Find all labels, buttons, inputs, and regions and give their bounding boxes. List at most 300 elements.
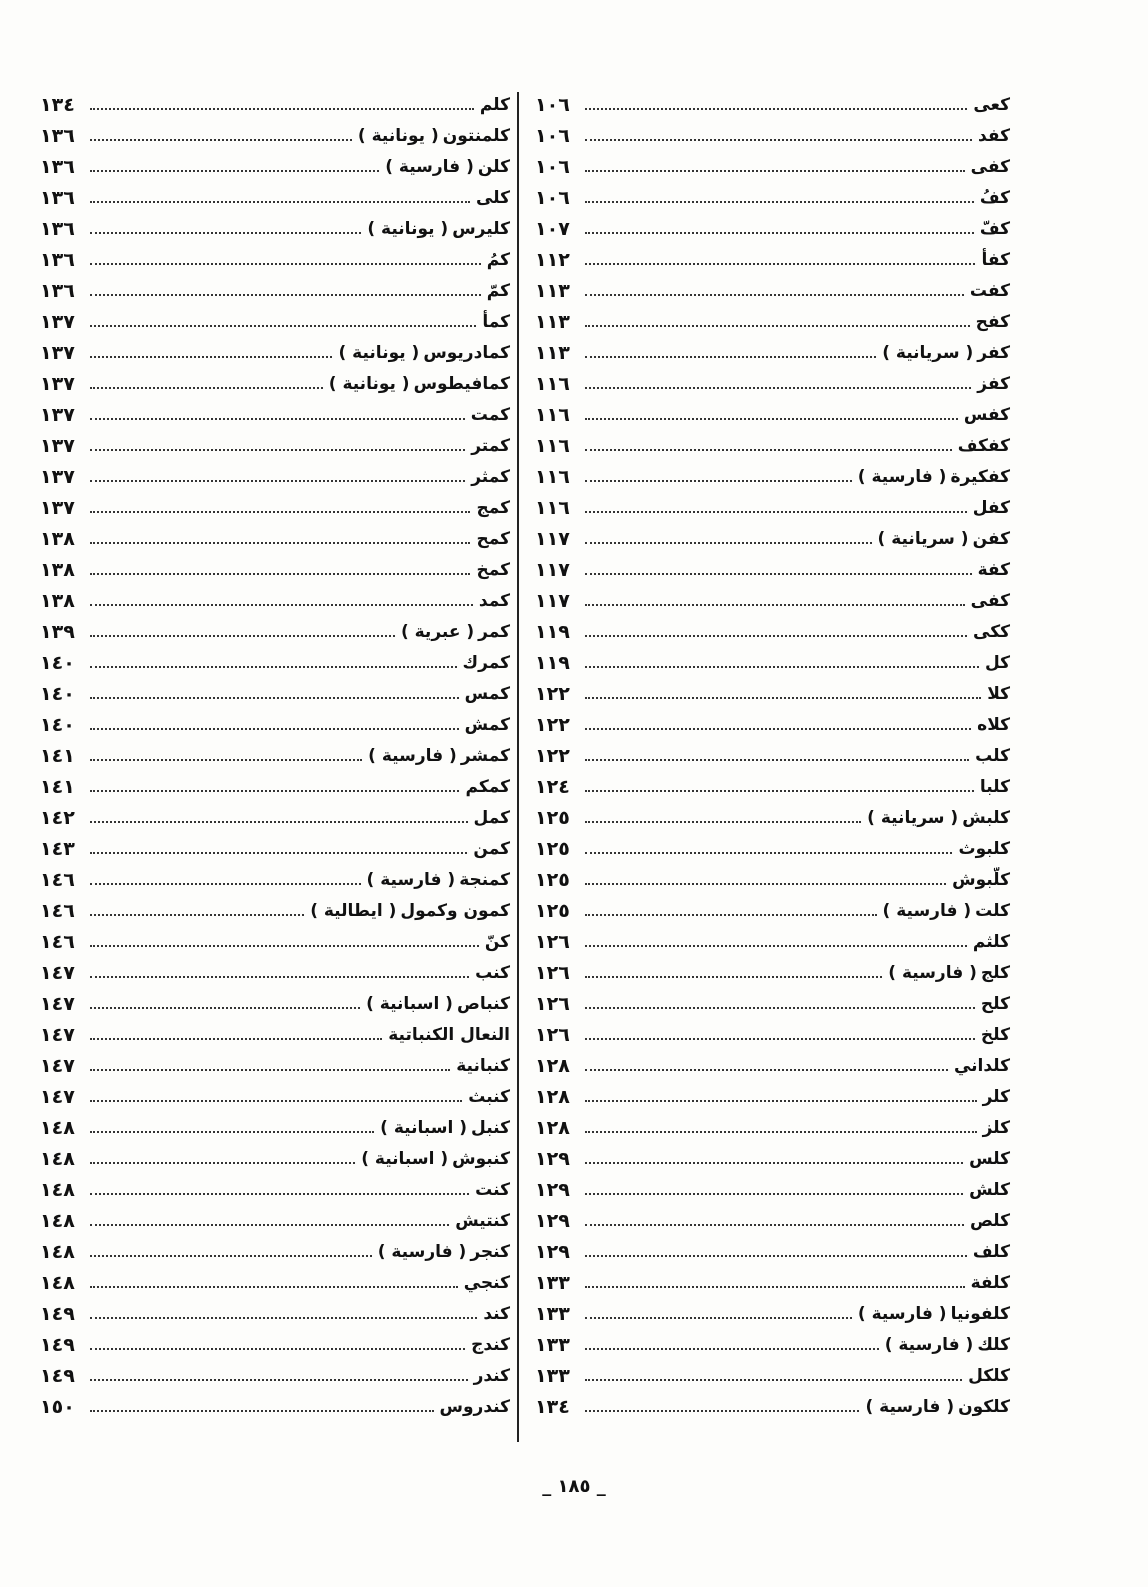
entry-language: ( فارسية ) — [865, 1397, 955, 1417]
entry-word: كمد — [478, 591, 510, 611]
dot-leader — [90, 263, 481, 265]
entry-word: كلفة — [970, 1273, 1010, 1293]
dot-leader — [585, 294, 964, 296]
entry-page-number: ١٤٨ — [40, 1210, 75, 1232]
entry-page-number: ١٣٩ — [40, 621, 75, 643]
entry-page-number: ١١٦ — [535, 497, 570, 519]
index-entry — [40, 301, 510, 332]
index-entry — [535, 549, 1010, 580]
entry-word: كلكون — [958, 1397, 1010, 1417]
dot-leader — [90, 1410, 434, 1412]
index-entry — [535, 208, 1010, 239]
entry-page-number: ١١٣ — [535, 342, 570, 364]
index-entry — [40, 921, 510, 952]
index-entry — [40, 828, 510, 859]
entry-page-number: ١١٦ — [535, 435, 570, 457]
index-entry — [535, 270, 1010, 301]
entry-language: ( فارسية ) — [882, 901, 972, 921]
dot-leader — [585, 325, 970, 327]
index-entry — [535, 673, 1010, 704]
entry-page-number: ١٤٨ — [40, 1272, 75, 1294]
dot-leader — [585, 449, 952, 451]
dot-leader — [90, 511, 470, 513]
entry-page-number: ١٤١ — [40, 776, 75, 798]
index-entry — [40, 580, 510, 611]
dot-leader — [90, 728, 459, 730]
index-entry — [535, 890, 1010, 921]
entry-page-number: ١٣٦ — [40, 125, 75, 147]
entry-language: ( يونانية ) — [357, 126, 439, 146]
dot-leader — [585, 976, 882, 978]
entry-word: كلبش — [962, 808, 1010, 828]
index-entry — [535, 146, 1010, 177]
dot-leader — [90, 1224, 449, 1226]
entry-word: كنّ — [484, 932, 510, 952]
entry-word: كمكم — [465, 777, 510, 797]
entry-word: كنبل — [471, 1118, 510, 1138]
entry-word: ككى — [973, 622, 1010, 642]
entry-page-number: ١٣٦ — [40, 218, 75, 240]
entry-word: كلش — [969, 1180, 1010, 1200]
entry-word: كفى — [970, 157, 1010, 177]
entry-page-number: ١١٦ — [535, 466, 570, 488]
entry-word: كمخ — [476, 560, 510, 580]
entry-word: كفس — [963, 405, 1010, 425]
dot-leader — [90, 821, 468, 823]
entry-language: ( يونانية ) — [328, 374, 410, 394]
entry-page-number: ١٣٣ — [535, 1272, 570, 1294]
dot-leader — [90, 697, 459, 699]
dot-leader — [585, 604, 965, 606]
entry-page-number: ١٣٤ — [535, 1396, 570, 1418]
index-entry — [40, 859, 510, 890]
entry-page-number: ١١٣ — [535, 280, 570, 302]
dot-leader — [585, 1007, 975, 1009]
entry-word: النعال الكنباتية — [388, 1025, 510, 1045]
entry-word: كلّبوش — [952, 870, 1010, 890]
index-entry — [535, 1169, 1010, 1200]
index-entry — [535, 518, 1010, 549]
entry-word: كفت — [969, 281, 1010, 301]
entry-word: كفز — [977, 374, 1010, 394]
entry-page-number: ١١٣ — [535, 311, 570, 333]
entry-page-number: ١٤٩ — [40, 1334, 75, 1356]
entry-page-number: ١٣٧ — [40, 342, 75, 364]
index-entry — [535, 797, 1010, 828]
entry-page-number: ١٤٨ — [40, 1241, 75, 1263]
dot-leader — [585, 511, 967, 513]
dot-leader — [585, 139, 972, 141]
entry-word: كمن — [473, 839, 510, 859]
dot-leader — [585, 1410, 859, 1412]
index-entry — [40, 146, 510, 177]
entry-page-number: ١٤٨ — [40, 1148, 75, 1170]
entry-page-number: ١٤٩ — [40, 1303, 75, 1325]
dot-leader — [585, 852, 952, 854]
dot-leader — [585, 1286, 965, 1288]
index-entry — [535, 394, 1010, 425]
entry-page-number: ١٢٩ — [535, 1148, 570, 1170]
index-entry — [535, 487, 1010, 518]
dot-leader — [90, 1193, 469, 1195]
dot-leader — [585, 1255, 967, 1257]
entry-page-number: ١٣٣ — [535, 1365, 570, 1387]
entry-word: كلاه — [977, 715, 1010, 735]
entry-word: كلداني — [953, 1056, 1010, 1076]
dot-leader — [585, 759, 969, 761]
dot-leader — [585, 1224, 964, 1226]
index-entry — [40, 797, 510, 828]
index-entry — [40, 1045, 510, 1076]
entry-page-number: ١٢٨ — [535, 1086, 570, 1108]
index-entry — [535, 1045, 1010, 1076]
dot-leader — [90, 387, 323, 389]
index-entry — [535, 425, 1010, 456]
index-entry — [40, 518, 510, 549]
entry-page-number: ١٣٧ — [40, 311, 75, 333]
entry-word: كلت — [975, 901, 1010, 921]
dot-leader — [90, 790, 459, 792]
dot-leader — [585, 1100, 977, 1102]
entry-page-number: ١٤٩ — [40, 1365, 75, 1387]
dot-leader — [90, 1379, 468, 1381]
entry-word: كلح — [980, 994, 1010, 1014]
entry-page-number: ١٤٧ — [40, 1024, 75, 1046]
index-entry — [40, 766, 510, 797]
entry-word: كمت — [470, 405, 510, 425]
entry-word: كلخ — [980, 1025, 1010, 1045]
entry-page-number: ١٣٧ — [40, 435, 75, 457]
entry-page-number: ١١٦ — [535, 404, 570, 426]
entry-page-number: ١١٩ — [535, 652, 570, 674]
entry-page-number: ١٢٥ — [535, 900, 570, 922]
index-entry — [40, 394, 510, 425]
entry-language: ( اسبانية ) — [361, 1149, 449, 1169]
index-entry — [40, 332, 510, 363]
page-number: _ ١٨٥ _ — [542, 1476, 606, 1497]
dot-leader — [585, 697, 981, 699]
entry-language: ( فارسية ) — [385, 157, 474, 177]
dot-leader — [90, 542, 470, 544]
entry-word: كلز — [982, 1118, 1010, 1138]
entry-word: كنجر — [470, 1242, 510, 1262]
entry-page-number: ١٥٠ — [40, 1396, 75, 1418]
entry-page-number: ١٢٦ — [535, 962, 570, 984]
entry-page-number: ١٤٠ — [40, 652, 75, 674]
entry-word: كفر — [977, 343, 1010, 363]
entry-word: كمأ — [482, 312, 510, 332]
index-entry — [535, 1014, 1010, 1045]
entry-page-number: ١٢٦ — [535, 931, 570, 953]
index-entry — [40, 1262, 510, 1293]
dot-leader — [585, 1193, 963, 1195]
entry-page-number: ١٣٣ — [535, 1334, 570, 1356]
index-entry — [40, 1324, 510, 1355]
entry-language: ( يونانية ) — [367, 219, 449, 239]
entry-word: كفل — [972, 498, 1010, 518]
entry-word: كمتر — [471, 436, 510, 456]
index-column-left — [40, 84, 510, 1417]
dot-leader — [90, 604, 473, 606]
entry-language: ( فارسية ) — [857, 1304, 947, 1324]
entry-language: ( اسبانية ) — [366, 994, 453, 1014]
entry-page-number: ١١٧ — [535, 528, 570, 550]
index-entry — [535, 921, 1010, 952]
entry-word: كفة — [977, 560, 1010, 580]
entry-page-number: ١٤١ — [40, 745, 75, 767]
entry-page-number: ١٣٦ — [40, 280, 75, 302]
index-entry — [535, 1200, 1010, 1231]
dot-leader — [585, 914, 877, 916]
index-entry — [40, 890, 510, 921]
entry-language: ( فارسية ) — [368, 746, 457, 766]
index-entry — [535, 952, 1010, 983]
entry-word: كمرك — [462, 653, 510, 673]
index-entry — [40, 425, 510, 456]
entry-word: كمادريوس — [423, 343, 510, 363]
dot-leader — [90, 1131, 374, 1133]
index-entry — [535, 363, 1010, 394]
entry-word: كنباص — [456, 994, 510, 1014]
dot-leader — [585, 1317, 852, 1319]
entry-page-number: ١٤٦ — [40, 869, 75, 891]
entry-word: كمافيطوس — [413, 374, 510, 394]
entry-language: ( ايطالية ) — [310, 901, 397, 921]
entry-word: كليرس — [452, 219, 510, 239]
entry-page-number: ١٠٦ — [535, 125, 570, 147]
entry-page-number: ١٤٢ — [40, 807, 75, 829]
entry-word: كفن — [972, 529, 1010, 549]
dot-leader — [585, 387, 971, 389]
entry-language: ( يونانية ) — [338, 343, 420, 363]
entry-word: كنبوش — [452, 1149, 510, 1169]
entry-word: كمشر — [460, 746, 510, 766]
entry-page-number: ١٢٥ — [535, 838, 570, 860]
entry-word: كلم — [479, 95, 510, 115]
entry-word: كنبانية — [456, 1056, 510, 1076]
index-entry — [535, 239, 1010, 270]
index-entry — [40, 177, 510, 208]
entry-page-number: ١٠٧ — [535, 218, 570, 240]
dot-leader — [90, 666, 457, 668]
index-entry — [40, 983, 510, 1014]
entry-word: كلثم — [972, 932, 1010, 952]
dot-leader — [585, 201, 974, 203]
index-entry — [40, 270, 510, 301]
entry-word: كلبوث — [958, 839, 1010, 859]
dot-leader — [585, 356, 876, 358]
entry-page-number: ١٢٢ — [535, 683, 570, 705]
dot-leader — [90, 1286, 458, 1288]
index-entry — [535, 704, 1010, 735]
entry-page-number: ١٣٧ — [40, 373, 75, 395]
entry-word: كمح — [476, 529, 510, 549]
entry-page-number: ١٤٠ — [40, 714, 75, 736]
index-entry — [40, 1076, 510, 1107]
entry-word: كفّ — [979, 219, 1010, 239]
dot-leader — [90, 232, 361, 234]
entry-word: كفح — [975, 312, 1010, 332]
entry-word: كنبث — [468, 1087, 510, 1107]
entry-page-number: ١٢٢ — [535, 745, 570, 767]
index-entry — [40, 1169, 510, 1200]
entry-page-number: ١٤٧ — [40, 1055, 75, 1077]
dot-leader — [90, 1348, 465, 1350]
dot-leader — [90, 883, 361, 885]
dot-leader — [90, 1038, 382, 1040]
entry-word: كفأ — [981, 250, 1010, 270]
index-entry — [40, 456, 510, 487]
dot-leader — [90, 294, 481, 296]
index-entry — [40, 642, 510, 673]
entry-page-number: ١٢٩ — [535, 1210, 570, 1232]
entry-word: كفكيرة — [950, 467, 1010, 487]
dot-leader — [585, 170, 965, 172]
index-entry — [40, 1138, 510, 1169]
index-entry — [40, 115, 510, 146]
index-entry — [535, 580, 1010, 611]
entry-page-number: ١٢٨ — [535, 1055, 570, 1077]
index-entry — [535, 332, 1010, 363]
entry-page-number: ١٤٦ — [40, 900, 75, 922]
dot-leader — [585, 1348, 879, 1350]
entry-page-number: ١٤٨ — [40, 1179, 75, 1201]
entry-page-number: ١١٧ — [535, 590, 570, 612]
dot-leader — [90, 1162, 355, 1164]
dot-leader — [585, 573, 972, 575]
dot-leader — [90, 170, 379, 172]
entry-word: كلى — [475, 188, 510, 208]
dot-leader — [90, 1007, 360, 1009]
index-entry — [535, 611, 1010, 642]
index-entry — [535, 859, 1010, 890]
entry-word: كمش — [464, 715, 510, 735]
index-entry — [40, 735, 510, 766]
entry-word: كلف — [972, 1242, 1010, 1262]
dot-leader — [90, 480, 465, 482]
entry-word: كلكل — [968, 1366, 1010, 1386]
dot-leader — [90, 945, 479, 947]
entry-page-number: ١٤٦ — [40, 931, 75, 953]
entry-word: كمثر — [471, 467, 510, 487]
entry-page-number: ١٤٣ — [40, 838, 75, 860]
entry-page-number: ١٣٨ — [40, 590, 75, 612]
index-entry — [40, 363, 510, 394]
entry-page-number: ١٠٦ — [535, 187, 570, 209]
dot-leader — [585, 728, 971, 730]
entry-page-number: ١٢٦ — [535, 1024, 570, 1046]
dot-leader — [585, 1038, 975, 1040]
entry-page-number: ١٣٨ — [40, 559, 75, 581]
index-entry — [535, 1262, 1010, 1293]
index-entry — [40, 673, 510, 704]
entry-word: كلك — [977, 1335, 1010, 1355]
entry-word: كلر — [982, 1087, 1010, 1107]
dot-leader — [90, 356, 332, 358]
entry-language: ( سريانية ) — [877, 529, 969, 549]
index-entry — [535, 642, 1010, 673]
entry-page-number: ١٤٨ — [40, 1117, 75, 1139]
dot-leader — [585, 1131, 977, 1133]
entry-word: كمج — [476, 498, 510, 518]
entry-page-number: ١٤٠ — [40, 683, 75, 705]
entry-page-number: ١١٢ — [535, 249, 570, 271]
entry-word: كمل — [473, 808, 510, 828]
dot-leader — [90, 976, 469, 978]
entry-word: كل — [984, 653, 1010, 673]
entry-page-number: ١٢٢ — [535, 714, 570, 736]
dot-leader — [585, 635, 967, 637]
dot-leader — [585, 945, 967, 947]
dot-leader — [90, 325, 476, 327]
entry-page-number: ١٢٨ — [535, 1117, 570, 1139]
dot-leader — [585, 1162, 963, 1164]
entry-word: كمّ — [486, 281, 510, 301]
entry-word: كمر — [478, 622, 510, 642]
dot-leader — [585, 883, 946, 885]
entry-word: كمُ — [486, 250, 510, 270]
dot-leader — [90, 573, 470, 575]
entry-word: كلص — [969, 1211, 1010, 1231]
dot-leader — [585, 418, 958, 420]
dot-leader — [585, 232, 974, 234]
entry-language: ( فارسية ) — [884, 1335, 974, 1355]
entry-page-number: ١٢٩ — [535, 1179, 570, 1201]
dot-leader — [585, 790, 974, 792]
entry-word: كلا — [987, 684, 1010, 704]
index-entry — [535, 301, 1010, 332]
index-entry — [40, 611, 510, 642]
index-entry — [40, 1355, 510, 1386]
dot-leader — [90, 914, 304, 916]
index-entry — [535, 115, 1010, 146]
entry-word: كندروس — [439, 1397, 510, 1417]
dot-leader — [585, 1379, 962, 1381]
entry-word: كمون وكمول — [400, 901, 510, 921]
entry-language: ( سريانية ) — [867, 808, 959, 828]
entry-word: كلمنتون — [442, 126, 510, 146]
entry-language: ( عبرية ) — [400, 622, 475, 642]
entry-page-number: ١١٦ — [535, 373, 570, 395]
entry-word: كنت — [475, 1180, 510, 1200]
entry-page-number: ١٣٧ — [40, 404, 75, 426]
index-entry — [535, 1138, 1010, 1169]
entry-language: ( اسبانية ) — [380, 1118, 468, 1138]
index-entry — [40, 1386, 510, 1417]
index-entry — [535, 735, 1010, 766]
dot-leader — [90, 1069, 450, 1071]
entry-page-number: ١٣٦ — [40, 249, 75, 271]
entry-word: كفكف — [957, 436, 1010, 456]
entry-language: ( فارسية ) — [888, 963, 977, 983]
entry-word: كنجي — [463, 1273, 510, 1293]
index-entry — [535, 766, 1010, 797]
entry-word: كلج — [980, 963, 1010, 983]
entry-page-number: ١٤٧ — [40, 962, 75, 984]
dot-leader — [585, 821, 861, 823]
entry-page-number: ١١٩ — [535, 621, 570, 643]
entry-page-number: ١٤٧ — [40, 993, 75, 1015]
entry-page-number: ١٣٨ — [40, 528, 75, 550]
index-entry — [40, 1293, 510, 1324]
index-entry — [535, 1076, 1010, 1107]
index-entry — [535, 84, 1010, 115]
column-divider — [517, 92, 519, 1442]
dot-leader — [585, 263, 975, 265]
entry-word: كندر — [473, 1366, 510, 1386]
index-entry — [535, 828, 1010, 859]
index-entry — [40, 952, 510, 983]
